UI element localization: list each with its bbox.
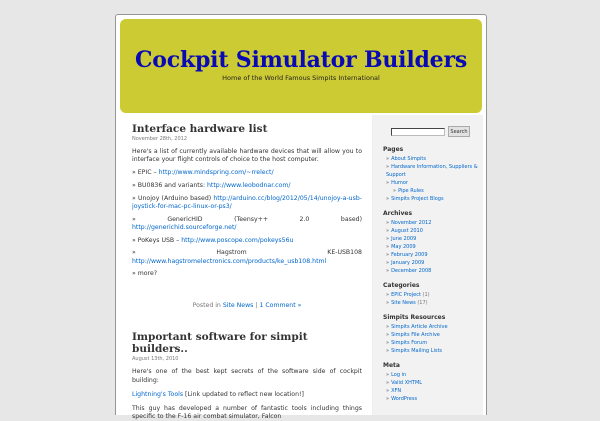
pages-heading: Pages	[383, 146, 404, 153]
post-meta: Posted in Site News | 1 Comment »	[192, 302, 302, 310]
list-item: » EPIC – http://www.mindspring.com/~rrelect/	[132, 169, 274, 177]
archive-link[interactable]: May 2009	[391, 244, 416, 250]
post-title-link[interactable]: Important software for simpit builders..	[132, 331, 308, 356]
generichid-link[interactable]: http://generichid.sourceforge.net/	[132, 223, 237, 231]
meta-link[interactable]: Valid XHTML	[391, 380, 423, 386]
post-paragraph: This guy has developed a number of fantastic tools including things specific to the F-16 air combat simulator, Falcon	[132, 405, 362, 421]
list-item: » more?	[132, 270, 158, 278]
page-link[interactable]: Hardware Information, Suppliers & Support	[386, 164, 478, 178]
unojoy-link[interactable]: http://arduino.cc/blog/2012/05/14/unojoy-a-usb-joystick-for-mac-pc-linux-or-ps3/	[132, 194, 362, 211]
search-input[interactable]	[391, 128, 445, 136]
post-paragraph: Here's one of the best kept secrets of the software side of cockpit building:	[132, 368, 362, 384]
post-entry	[132, 368, 362, 421]
search-form	[391, 126, 470, 137]
list-item: » Unojoy (Arduino based) http://arduino.cc/blog/2012/05/14/unojoy-a-usb-joystick-for-mac-pc-linux-or-ps3/	[132, 194, 362, 211]
epic-link[interactable]: http://www.mindspring.com/~rrelect/	[158, 169, 274, 177]
pokeys-link[interactable]: http://www.poscope.com/pokeys56u	[181, 236, 294, 244]
archive-link[interactable]: December 2008	[391, 268, 432, 274]
post-paragraph: Here's a list of currently available hardware devices that will allow you to interface your flight controls of choice to the host computer.	[132, 148, 362, 164]
sidebar-widgets	[383, 146, 479, 410]
lightnings-tools-link[interactable]: Lightning's Tools	[132, 390, 184, 398]
list-item: » GenericHID (Teensy++ 2.0 based) http://generichid.sourceforge.net/	[132, 215, 362, 231]
meta-link[interactable]: XFN	[391, 388, 402, 394]
post-date: November 28th, 2012	[132, 136, 187, 142]
resources-heading: Simpits Resources	[383, 314, 446, 321]
comments-link[interactable]: 1 Comment »	[259, 302, 302, 310]
archives-list: » November 2012 » August 2010 » June 2009 » May 2009 » February 2009 » January 2009 » December 2008	[386, 220, 432, 274]
sidebar	[372, 115, 483, 415]
page-link[interactable]: About Simpits	[391, 156, 426, 162]
list-item: » Hagstrom KE-USB108 http://www.hagstromelectronics.com/products/ke_usb108.html	[132, 249, 362, 265]
post-title-link[interactable]: Interface hardware list	[132, 123, 268, 135]
pages-list: » About Simpits » Hardware Information, Suppliers & Support » Humor » Pipe Rules » Simpits Project Blogs	[386, 156, 478, 202]
post	[132, 331, 362, 421]
categories-heading: Categories	[383, 282, 420, 289]
leobodnar-link[interactable]: http://www.leobodnar.com/	[207, 182, 291, 190]
archive-link[interactable]: November 2012	[391, 220, 432, 226]
meta-link[interactable]: WordPress	[391, 396, 418, 402]
category-link-site-news[interactable]: Site News	[222, 302, 254, 310]
meta-list: » Log in » Valid XHTML » XFN » WordPress	[386, 372, 423, 402]
page-link[interactable]: Simpits Project Blogs	[391, 196, 444, 202]
meta-heading: Meta	[383, 362, 400, 369]
main-content	[132, 123, 362, 421]
post-entry	[132, 148, 362, 278]
meta-link[interactable]: Log in	[391, 372, 407, 378]
archive-link[interactable]: June 2009	[391, 236, 417, 242]
site-description: Home of the World Famous Simpits International	[222, 74, 380, 82]
post-paragraph: Lightning's Tools [Link updated to reflect new location!]	[132, 390, 304, 398]
archive-link[interactable]: August 2010	[391, 228, 423, 234]
page-link[interactable]: Humor	[391, 180, 408, 186]
resource-link[interactable]: Simpits File Archive	[391, 332, 440, 338]
resource-link[interactable]: Simpits Forum	[391, 340, 428, 346]
category-link[interactable]: EPIC Project	[391, 292, 421, 298]
resources-list: » Simpits Article Archive » Simpits File Archive » Simpits Forum » Simpits Mailing Lists	[386, 324, 448, 354]
resource-link[interactable]: Simpits Article Archive	[391, 324, 448, 330]
archives-heading: Archives	[383, 210, 413, 217]
resource-link[interactable]: Simpits Mailing Lists	[391, 348, 443, 354]
post-date: August 13th, 2010	[132, 356, 179, 363]
search-button[interactable]: Search	[448, 126, 470, 137]
list-item: » PoKeys USB – http://www.poscope.com/pokeys56u	[132, 236, 294, 244]
archive-link[interactable]: January 2009	[391, 260, 425, 266]
site-header	[120, 19, 482, 113]
page-container	[115, 14, 487, 421]
category-link[interactable]: Site News	[391, 300, 416, 306]
list-item: » BU0836 and variants: http://www.leobodnar.com/	[132, 182, 291, 190]
archive-link[interactable]: February 2009	[391, 252, 428, 258]
site-title-link[interactable]: Cockpit Simulator Builders	[134, 47, 468, 73]
hardware-list	[132, 169, 362, 278]
hagstrom-link[interactable]: http://www.hagstromelectronics.com/products/ke_usb108.html	[132, 257, 327, 265]
post	[132, 123, 362, 309]
page-link[interactable]: Pipe Rules	[398, 188, 424, 194]
categories-list: » EPIC Project (1) » Site News (17)	[386, 292, 430, 306]
